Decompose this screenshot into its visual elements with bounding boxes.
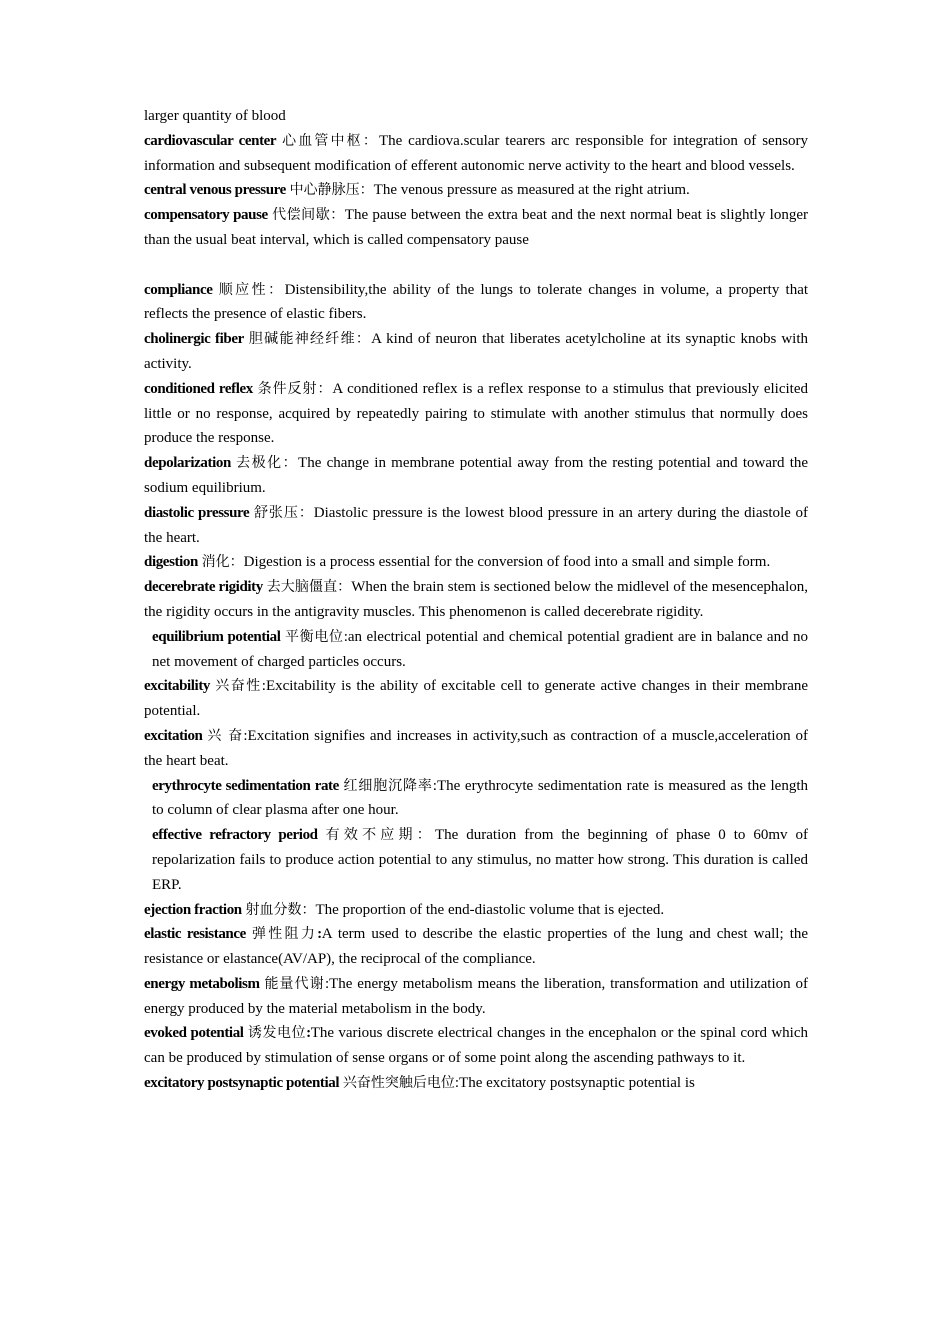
glossary-entry-erythrocyte-sedimentation-rate [144,774,808,824]
entry-separator: ： [317,380,333,397]
entry-chinese: 消化 [201,554,230,571]
entry-separator: ： [355,331,372,348]
glossary-entry-effective-refractory-period [144,823,808,897]
entry-term: erythrocyte sedimentation rate [152,777,339,794]
entry-chinese: 心血管中枢 [282,132,363,149]
entry-separator: : [454,1075,460,1092]
entry-term: digestion [144,554,198,571]
entry-term: cholinergic fiber [144,331,244,348]
glossary-entry-excitatory-postsynaptic-potential [144,1071,808,1096]
entry-separator: ： [268,281,285,298]
entry-separator: ： [359,182,374,199]
entry-term: elastic resistance [144,926,246,943]
glossary-entry-excitability [144,674,808,724]
entry-chinese: 能量代谢 [264,975,325,992]
entry-definition: A conditioned reflex is a reflex response to a stimulus that previously elicited little or no response, acquired by repeatedly pairing to stimulate with another stimulus that normully does produce the response. [144,380,808,447]
entry-separator: ： [330,207,345,224]
entry-term: excitation [144,727,203,744]
entry-definition: The erythrocyte sedimentation rate is measured as the length to column of clear plasma after one hour. [152,777,808,819]
entry-separator: ： [416,827,435,844]
glossary-entry-decerebrate-rigidity [144,575,808,625]
lead-line: larger quantity of blood [144,108,286,124]
entry-definition: The energy metabolism means the liberation, transformation and utilization of energy produced by the material metabolism in the body. [144,975,808,1017]
entry-definition: The various discrete electrical changes in the encephalon or the spinal cord which can be produced by stimulation of sense organs or of some point along the ascending pathways to it. [144,1025,808,1067]
glossary-entry-ejection-fraction [144,898,808,923]
entry-separator: : [261,678,266,695]
entry-chinese: 兴奋性突触后电位 [342,1075,455,1092]
entry-definition: an electrical potential and chemical potential gradient are in balance and no net movement of charged particles occurs. [152,628,809,670]
glossary-entry-digestion [144,550,808,575]
entry-chinese: 诱发电位 [247,1025,307,1042]
glossary-entry-excitation [144,724,808,774]
glossary-entry-energy-metabolism [144,972,808,1022]
entry-chinese: 顺应性 [218,281,269,298]
entry-term: energy metabolism [144,975,260,992]
glossary-entry-compliance [144,278,808,328]
glossary-entry-depolarization [144,451,808,501]
blank-line [144,253,808,278]
entry-definition: Excitation signifies and increases in activity,such as contraction of a muscle,acceleration of the heart beat. [144,727,808,769]
entry-chinese: 射血分数 [245,901,302,918]
glossary-entry-cholinergic-fiber [144,327,808,377]
entry-definition: A kind of neuron that liberates acetylcholine at its synaptic knobs with activity. [144,331,809,372]
glossary-entry-evoked-potential [144,1021,808,1071]
entry-chinese: 胆碱能神经纤维 [248,331,356,348]
glossary-entry-equilibrium-potential [144,625,808,675]
entry-term: compensatory pause [144,207,268,224]
glossary-entry-conditioned-reflex [144,377,808,451]
entry-definition: Excitability is the ability of excitable cell to generate active changes in their membrane potential. [144,678,809,720]
glossary-entry-central-venous-pressure [144,178,808,203]
entry-chinese: 兴奋性 [215,678,262,695]
entry-separator: : [243,727,248,744]
entry-definition: The venous pressure as measured at the right atrium. [373,182,690,199]
entry-definition: The excitatory postsynaptic potential is [459,1075,695,1092]
entry-definition: Distensibility,the ability of the lungs to tolerate changes in volume, a property that reflects the presence of elastic fibers. [144,281,809,323]
entry-chinese: 有效不应期 [325,827,417,844]
entry-separator: ： [337,579,352,596]
entry-separator: : [343,628,348,645]
glossary-entry-compensatory-pause [144,203,808,253]
entry-definition: Digestion is a process essential for the conversion of food into a small and simple form. [243,554,771,571]
glossary-entry-diastolic-pressure [144,501,808,551]
entry-term: conditioned reflex [144,380,253,397]
entry-chinese: 舒张压 [253,504,299,521]
entry-separator: ： [282,455,299,472]
entry-separator: ： [301,901,316,918]
entry-definition: Diastolic pressure is the lowest blood pressure in an artery during the diastole of the heart. [144,504,809,546]
entry-definition: The cardiova.scular tearers arc responsible for integration of sensory information and subsequent modification of efferent autonomic nerve activity to the heart and blood vessels. [144,132,809,174]
entry-definition: The change in membrane potential away from the resting potential and toward the sodium equilibrium. [144,455,809,496]
entry-definition: The proportion of the end-diastolic volume that is ejected. [315,901,665,918]
entry-separator: ： [229,554,244,571]
entry-term: evoked potential [144,1025,244,1042]
entry-separator: : [317,926,322,943]
entry-term: ejection fraction [144,901,242,918]
entry-term: central venous pressure [144,182,286,199]
entry-term: decerebrate rigidity [144,579,263,596]
entry-separator: : [432,777,437,794]
glossary-entry-elastic-resistance [144,922,808,972]
entry-separator: : [324,975,330,992]
entry-chinese: 兴 奋 [207,727,244,744]
entry-separator: ： [298,504,314,521]
entry-term: equilibrium potential [152,628,281,645]
entry-chinese: 红细胞沉降率 [343,777,433,794]
entry-chinese: 平衡电位 [284,628,344,645]
entry-chinese: 中心静脉压 [289,182,360,199]
entry-chinese: 去极化 [236,455,283,472]
glossary-entry-cardiovascular-center [144,129,808,179]
entry-term: excitatory postsynaptic potential [144,1075,340,1092]
entry-definition: When the brain stem is sectioned below the midlevel of the mesencephalon, the rigidity occurs in the antigravity muscles. This phenomenon is called decerebrate rigidity. [144,579,808,620]
entry-chinese: 弹性阻力 [251,926,318,943]
entry-chinese: 条件反射 [257,380,318,397]
entry-term: cardiovascular center [144,132,277,149]
entry-separator: : [306,1025,311,1042]
entry-term: compliance [144,281,213,298]
entry-term: diastolic pressure [144,504,250,521]
entry-definition: The pause between the extra beat and the next normal beat is slightly longer than the usual beat interval, which is called compensatory pause [144,207,808,248]
entry-term: depolarization [144,455,231,472]
entry-term: excitability [144,678,211,695]
entry-definition: A term used to describe the elastic properties of the lung and chest wall; the resistance or elastance(AV/AP), the reciprocal of the compliance. [144,926,809,968]
entry-separator: ： [362,132,379,149]
entry-definition: The duration from the beginning of phase 0 to 60mv of repolarization fails to produce action potential to any stimulus, no matter how strong. This duration is called ERP. [152,827,809,893]
entry-chinese: 代偿间歇 [272,207,331,224]
document-page [144,104,808,1096]
entry-chinese: 去大脑僵直 [266,579,338,596]
entry-term: effective refractory period [152,827,318,844]
